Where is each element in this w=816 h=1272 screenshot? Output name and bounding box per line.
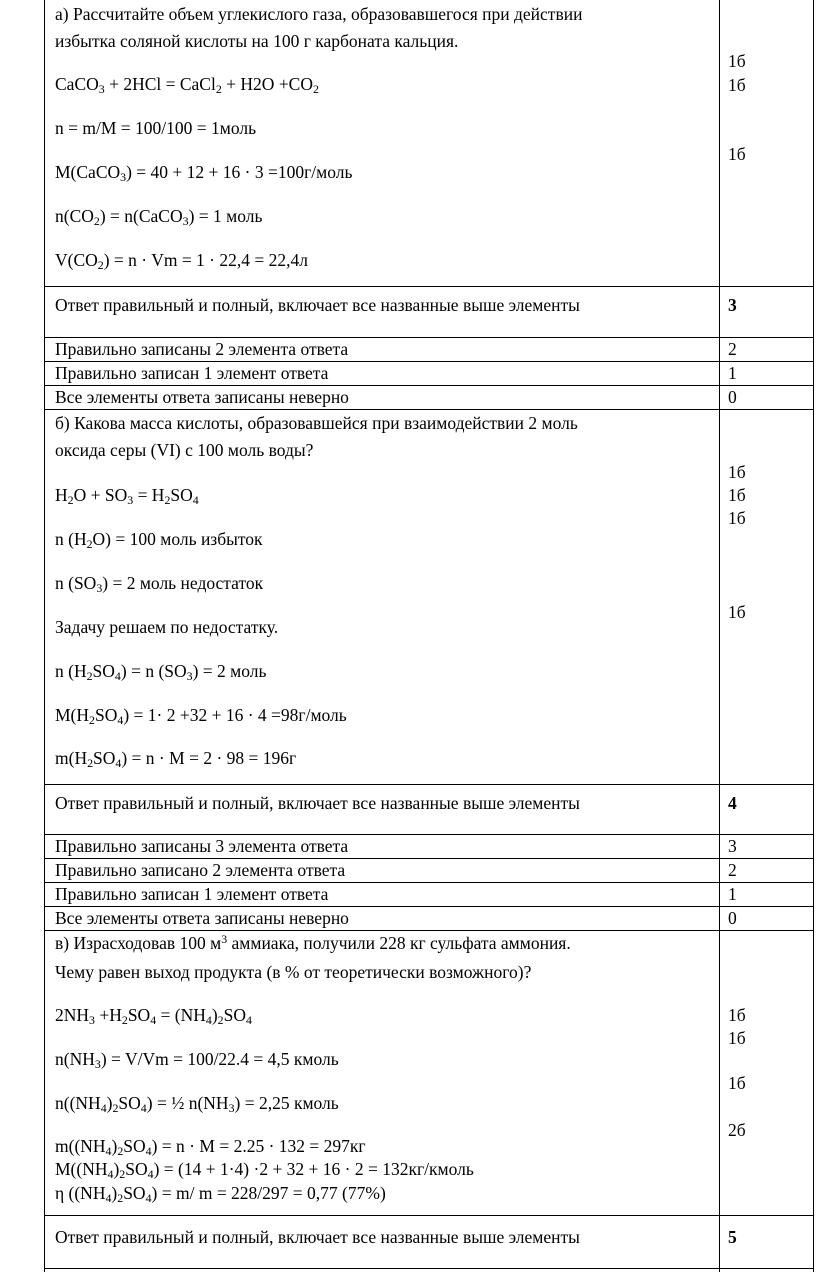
task-a-line-amount-co2: $n(CO_2)$ = n(CaCO$_3$) = 1 моль (55, 206, 263, 228)
task-b-criterion-score: 4 (728, 793, 737, 813)
task-b-question-line-1: б) Какова масса кислоты, образовавшейся при взаимодействии 2 моль (55, 413, 578, 433)
task-c-line-yield: η $((NH_4)_2SO_4) = m/$ m = 228/297 = 0,77 (77%) (55, 1183, 386, 1205)
task-b-criterion-text: Ответ правильный и полный, включает все названные выше элементы (55, 793, 580, 813)
task-a-question-line-2: избытка соляной кислоты на 100 г карбоната кальция. (55, 31, 459, 51)
task-a-criterion-text: Ответ правильный и полный, включает все названные выше элементы (55, 295, 580, 315)
task-b-line-so3: n $(SO_3) = 2$ моль недостаток (55, 573, 264, 595)
task-a-point: 1б (728, 144, 746, 164)
task-c-equation: $2NH_3 +H_2SO_4 = (NH_4)_2SO_4$ (55, 1005, 252, 1027)
task-c-criterion-score: 5 (728, 1227, 737, 1247)
task-a-criterion-score: 2 (728, 339, 737, 359)
task-b-line-amount-acid: n $(H_2SO_4) = n$ $(SO_3) = 2$ моль (55, 661, 267, 683)
task-b-line-molar-mass: $M(H_2SO_4) = 1\cdot 2 +32 + 16 \cdot 4$ =98г/моль (55, 705, 347, 727)
row-divider (44, 930, 814, 931)
row-divider (44, 409, 814, 410)
task-a-question-line-1: а) Рассчитайте объем углекислого газа, образовавшегося при действии (55, 4, 583, 24)
task-a-point: 1б (728, 75, 746, 95)
task-c-line-molar-mass: $M((NH_4)_2SO_4) = (14 + 1\cdot 4) \cdot 2 + 32 + 16 \cdot 2$ = 132кг/кмоль (55, 1159, 474, 1181)
task-a-criterion-text: Правильно записаны 2 элемента ответа (55, 339, 349, 359)
task-b-line-water: n $(H_2O) = 100$ моль избыток (55, 529, 263, 551)
task-b-line-mass: $m(H_2SO_4) = n \cdot M = 2 \cdot 98 = 196г$ (55, 748, 297, 770)
row-divider (44, 834, 814, 835)
task-b-criterion-score: 1 (728, 884, 737, 904)
task-b-criterion-text: Все элементы ответа записаны неверно (55, 908, 349, 928)
task-b-point: 1б (728, 462, 746, 482)
row-divider (44, 337, 814, 338)
task-b-criterion-text: Правильно записаны 3 элемента ответа (55, 836, 349, 856)
task-a-criterion-score: 3 (728, 295, 737, 315)
task-b-criterion-text: Правильно записан 1 элемент ответа (55, 884, 329, 904)
row-divider (44, 286, 814, 287)
table-border-bottom (44, 1268, 814, 1269)
task-a-criterion-text: Правильно записан 1 элемент ответа (55, 363, 329, 383)
task-a-line-volume: $V(CO_2) = n \cdot Vm = 1 \cdot 22,4 = 22,4л$ (55, 250, 308, 272)
task-a-criterion-score: 1 (728, 363, 737, 383)
task-b-criterion-text: Правильно записано 2 элемента ответа (55, 860, 346, 880)
task-b-point: 1б (728, 508, 746, 528)
task-a-equation: CaCO$_3$ + 2HCl = CaCl$_2$ + $H2O +CO_2$ (55, 74, 319, 96)
task-b-equation: $H_2O + SO_3 = H_2SO_4$ (55, 485, 199, 507)
task-c-point: 1б (728, 1073, 746, 1093)
row-divider (44, 361, 814, 362)
task-c-line-ammonia: $n(NH_3) = V/Vm = 100/22.4 = 4,5$ кмоль (55, 1049, 339, 1071)
task-b-line-note: Задачу решаем по недостатку. (55, 617, 279, 637)
task-c-line-amount-salt: $n((NH_4)_2SO_4)$ = ½ $n(NH_3) = 2,25$ кмоль (55, 1093, 339, 1115)
task-c-question-line-1: в) Израсходовав 100 $м^3$ аммиака, получили 228 кг сульфата аммония. (55, 932, 571, 953)
task-b-point: 1б (728, 485, 746, 505)
task-c-line-mass: $m((NH_4)_2SO_4) = n \cdot M = 2.25 \cdot 132 = 297кг$ (55, 1136, 366, 1158)
task-a-criterion-text: Все элементы ответа записаны неверно (55, 387, 349, 407)
task-c-point: 1б (728, 1028, 746, 1048)
row-divider (44, 882, 814, 883)
task-a-criterion-score: 0 (728, 387, 737, 407)
row-divider (44, 784, 814, 785)
task-b-question-line-2: оксида серы (VI) с 100 моль воды? (55, 440, 314, 460)
task-b-criterion-score: 3 (728, 836, 737, 856)
row-divider (44, 906, 814, 907)
task-a-point: 1б (728, 51, 746, 71)
task-b-point: 1б (728, 602, 746, 622)
task-a-line-amount: n = m/M = 100/100 = 1моль (55, 118, 257, 138)
row-divider (44, 1215, 814, 1216)
task-c-question-line-2: Чему равен выход продукта (в % от теоретически возможного)? (55, 962, 532, 982)
table-column-divider (719, 0, 720, 1272)
table-border-left (44, 0, 45, 1272)
task-c-point: 1б (728, 1005, 746, 1025)
task-b-criterion-score: 0 (728, 908, 737, 928)
table-border-right (813, 0, 814, 1272)
row-divider (44, 385, 814, 386)
task-a-line-molar-mass: M(CaCO$_3$) = 40 + 12 + 16 · 3 =100г/моль (55, 162, 353, 184)
task-c-point: 2б (728, 1120, 746, 1140)
task-c-criterion-text: Ответ правильный и полный, включает все названные выше элементы (55, 1227, 580, 1247)
row-divider (44, 858, 814, 859)
task-b-criterion-score: 2 (728, 860, 737, 880)
